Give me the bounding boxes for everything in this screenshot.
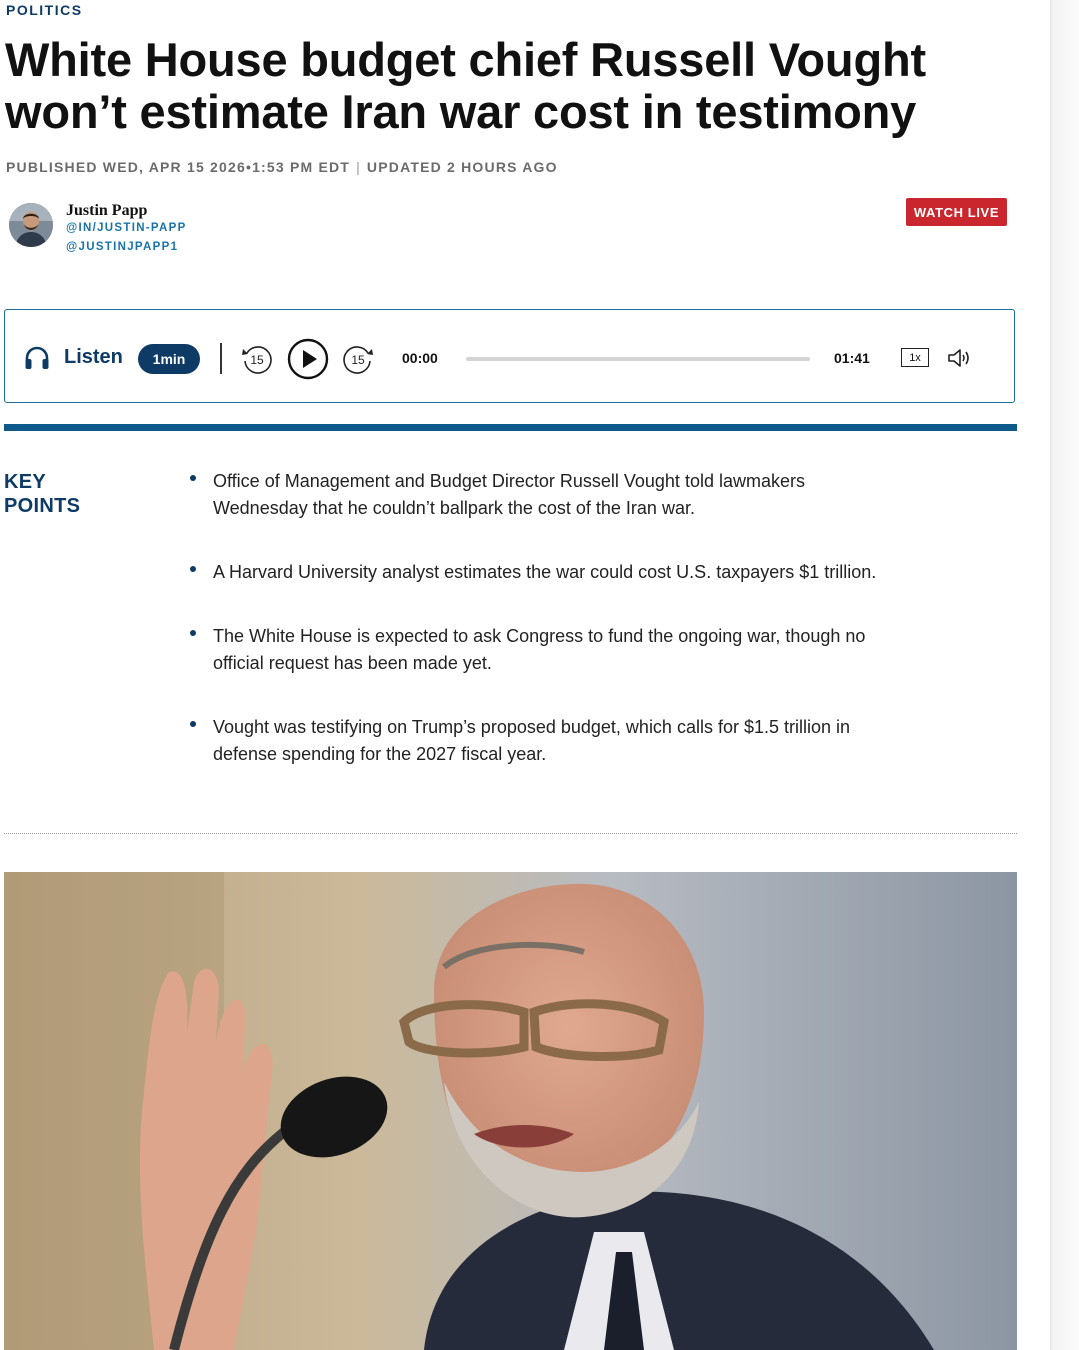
key-point-item xyxy=(190,623,890,677)
progress-slider[interactable] xyxy=(466,357,810,361)
forward-15-icon xyxy=(341,342,375,376)
playback-rate-button[interactable]: 1x xyxy=(901,348,929,367)
rewind-15-icon xyxy=(240,342,274,376)
forward-seconds: 15 xyxy=(351,353,365,367)
volume-icon xyxy=(947,347,973,369)
headphones-icon xyxy=(24,346,50,375)
section-rule xyxy=(4,424,1017,431)
key-points-heading-line2: POINTS xyxy=(4,495,81,517)
dateline xyxy=(6,159,558,175)
duration-badge: 1min xyxy=(138,344,200,374)
forward-15-button[interactable] xyxy=(341,342,375,381)
key-point-item xyxy=(190,714,890,768)
bullet-icon xyxy=(190,630,196,636)
key-point-item xyxy=(190,468,890,522)
listen-label[interactable]: Listen xyxy=(64,346,123,368)
key-point-text: Vought was testifying on Trump’s proposed budget, which calls for $1.5 trillion in defense spending for the 2027 fiscal year. xyxy=(213,717,851,764)
page-scroll-gutter xyxy=(1050,0,1079,1350)
key-points-heading xyxy=(4,470,124,518)
key-points-heading-line1: KEY xyxy=(4,471,47,493)
bullet-icon xyxy=(190,721,196,727)
key-point-text: The White House is expected to ask Congress to fund the ongoing war, though no official request has been made yet. xyxy=(213,626,866,673)
dotted-divider xyxy=(4,833,1017,834)
key-points-list xyxy=(190,468,890,805)
author-name[interactable]: Justin Papp xyxy=(66,202,148,219)
rewind-seconds: 15 xyxy=(250,353,264,367)
current-time: 00:00 xyxy=(402,350,438,366)
player-divider xyxy=(220,343,222,374)
key-point-text: Office of Management and Budget Director Russell Vought told lawmakers Wednesday that he couldn’t ballpark the cost of the Iran war. xyxy=(213,471,805,518)
key-point-item xyxy=(190,559,890,586)
section-label[interactable]: POLITICS xyxy=(6,2,83,18)
dateline-separator: | xyxy=(356,159,361,175)
key-point-text: A Harvard University analyst estimates the war could cost U.S. taxpayers $1 trillion. xyxy=(213,562,877,582)
author-avatar[interactable] xyxy=(9,203,53,247)
play-icon xyxy=(287,338,329,380)
headline: White House budget chief Russell Vought won’t estimate Iran war cost in testimony xyxy=(5,33,926,138)
author-x-link[interactable]: @JUSTINJPAPP1 xyxy=(66,241,179,253)
watch-live-button[interactable]: WATCH LIVE xyxy=(906,198,1007,226)
author-linkedin-link[interactable]: @IN/JUSTIN-PAPP xyxy=(66,222,187,234)
volume-button[interactable] xyxy=(947,347,973,374)
rewind-15-button[interactable] xyxy=(240,342,274,381)
bullet-icon xyxy=(190,566,196,572)
bullet-icon xyxy=(190,475,196,481)
lead-photo[interactable] xyxy=(4,872,1017,1350)
audio-player xyxy=(4,309,1015,403)
updated-time: UPDATED 2 HOURS AGO xyxy=(366,159,558,175)
published-time: PUBLISHED WED, APR 15 2026•1:53 PM EDT xyxy=(6,159,351,175)
play-button[interactable] xyxy=(287,338,329,385)
total-time: 01:41 xyxy=(834,350,870,366)
